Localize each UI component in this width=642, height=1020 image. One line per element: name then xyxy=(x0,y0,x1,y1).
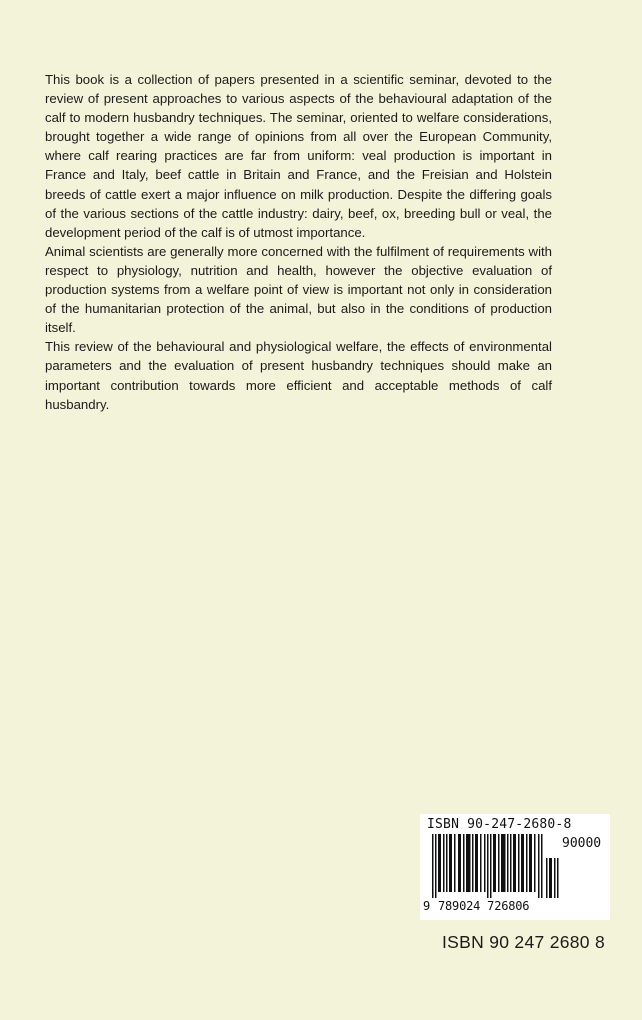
blurb-paragraph-3: This review of the behavioural and physiological welfare, the effects of environmental parameters and the evaluation of present husbandry techniques should make an important contribution towards more efficient and acceptable methods of calf husbandry. xyxy=(45,339,552,412)
blurb-paragraph-2: Animal scientists are generally more concerned with the fulfilment of requirements with respect to physiology, nutrition and health, however the objective evaluation of production systems from a welfare point of view is important not only in consideration of the humanitarian protection of the animal, but also in the conditions of production itself. xyxy=(45,243,552,336)
barcode-prefix-digit: 9 xyxy=(423,899,431,913)
barcode-addon-digits: 90000 xyxy=(562,836,602,851)
isbn-footer: ISBN 90 247 2680 8 xyxy=(442,932,606,952)
back-cover-blurb xyxy=(45,70,552,414)
blurb-paragraph-1: This book is a collection of papers presented in a scientific seminar, devoted to the review of present approaches to various aspects of the behavioural adaptation of the calf to modern husbandry techniques. The seminar, oriented to welfare considerations, brought together a wide range of opinions from all over the European Community, where calf rearing practices are far from uniform: veal production is important in France and Italy, beef cattle in Britain and France, and the Freisian and Holstein breeds of cattle exert a major influence on milk production. Despite the differing goals of the various sections of the cattle industry: dairy, beef, ox, breeding bull or veal, the development period of the calf is of utmost importance. xyxy=(45,72,552,240)
barcode-isbn-header: ISBN 90-247-2680-8 xyxy=(427,817,572,832)
isbn-barcode xyxy=(420,814,610,920)
barcode-bars xyxy=(432,834,560,900)
barcode-digits: 789024 726806 xyxy=(438,899,530,913)
